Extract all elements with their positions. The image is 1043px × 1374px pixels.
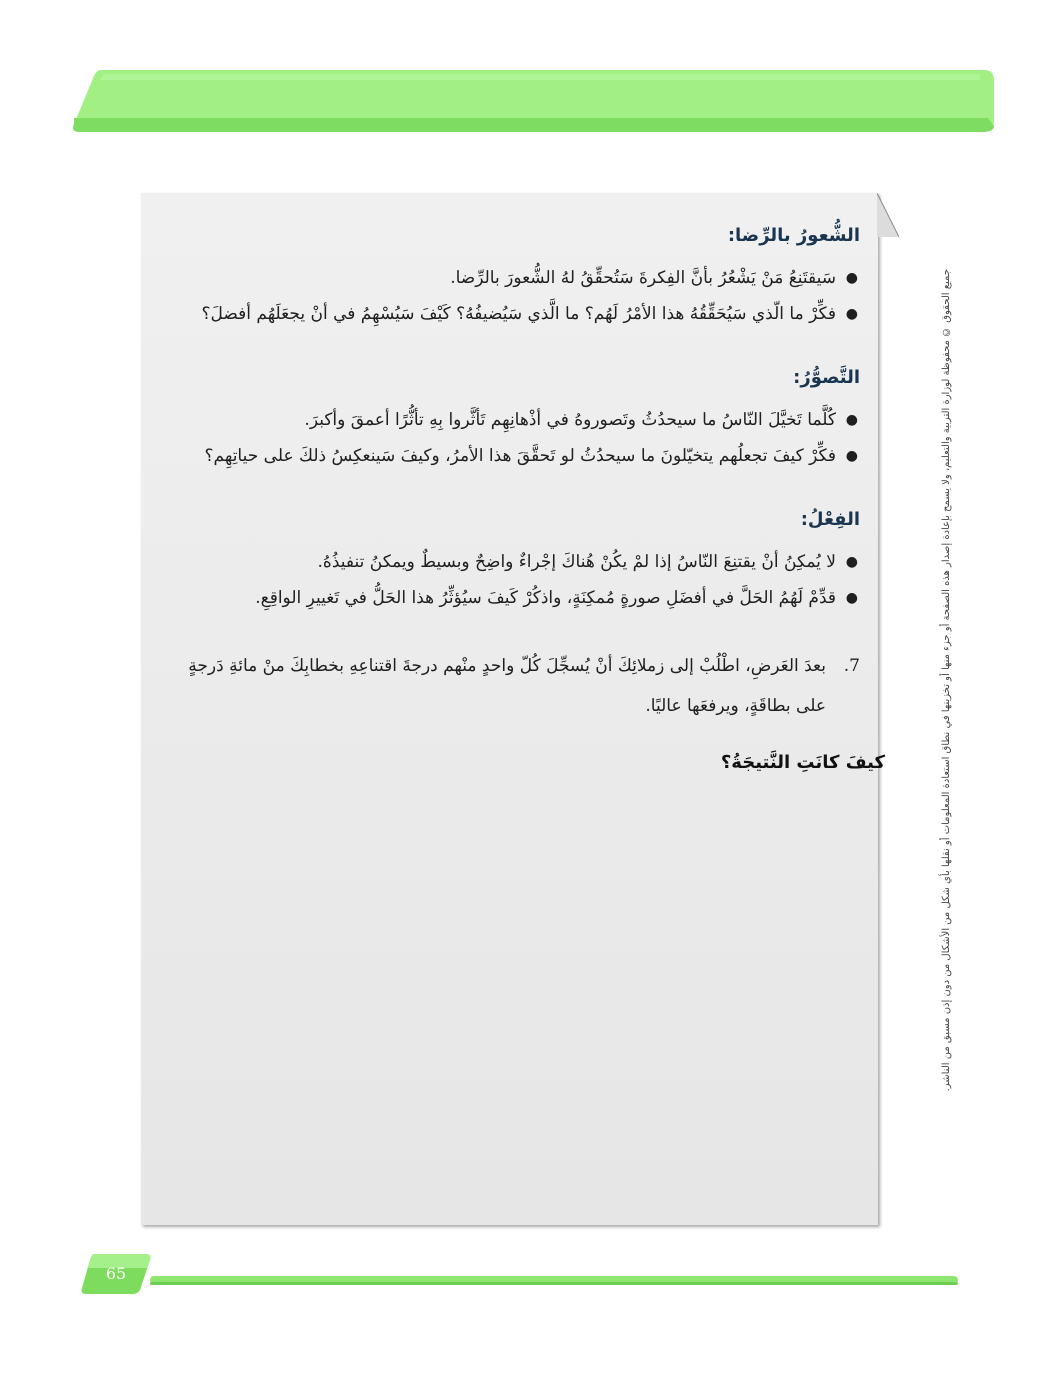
bullet-list bbox=[160, 260, 860, 332]
main-content bbox=[160, 220, 885, 773]
list-item bbox=[160, 438, 860, 474]
list-item-text: فكِّرْ ما الّذي سَيُحَقِّقُهُ هذا الأمْرُ لَهُم؟ ما الَّذي سَيُضيفُهُ؟ كَيْفَ سَيُسْهِمُ في أنْ يجعَلَهُم أفضلَ؟ bbox=[201, 304, 836, 324]
list-item-text: سَيقتَنِعُ مَنْ يَشْعُرُ بأنَّ الفِكرةَ سَتُحقِّقُ لهُ الشُّعورَ بالرِّضا. bbox=[450, 268, 836, 288]
bullet-list bbox=[160, 402, 860, 474]
result-question: كيفَ كانَتِ النَّتيجَةُ؟ bbox=[720, 752, 885, 773]
section-action bbox=[160, 504, 860, 616]
section-title: التَّصوُّرُ: bbox=[793, 367, 860, 388]
section-title: الشُّعورُ بالرِّضا: bbox=[727, 225, 860, 246]
bullet-icon: ● bbox=[845, 554, 858, 570]
section-satisfaction bbox=[160, 220, 860, 332]
list-item bbox=[160, 402, 860, 438]
item-number: 7. bbox=[843, 656, 860, 676]
bullet-list bbox=[160, 544, 860, 616]
top-banner bbox=[70, 70, 994, 132]
copyright-text: جميع الحقوق © محفوظة لوزارة التربية والتعليم، ولا يسمح بإعادة إصدار هذه الصفحة أو جزء منها أو تخزينها في نطاق استعادة المعلومات أو نقلها بأي شكل من الأشكال من دون إذن مسبق من الناشر. bbox=[940, 268, 952, 1092]
page-fold-corner bbox=[877, 193, 899, 239]
footer-bar bbox=[70, 1250, 970, 1300]
bullet-icon: ● bbox=[845, 306, 858, 322]
copyright-note bbox=[928, 268, 964, 1092]
bullet-icon: ● bbox=[845, 412, 858, 428]
numbered-item bbox=[160, 646, 860, 726]
list-item bbox=[160, 296, 860, 332]
numbered-item-text: بعدَ العَرضِ، اطْلُبْ إلى زملائِكَ أنْ يُسجِّلَ كُلّ واحدٍ منْهم درجةَ اقتناعِهِ بخطابِكَ منْ مائةِ دَرجةٍ على بطاقَةٍ، ويرفعَها عاليًا. bbox=[188, 656, 826, 716]
page-number: 65 bbox=[105, 1263, 127, 1283]
list-item bbox=[160, 260, 860, 296]
section-visualization bbox=[160, 362, 860, 474]
section-title: الفِعْلُ: bbox=[800, 509, 860, 530]
list-item-text: فكِّرْ كيفَ تجعلُهم يتخيّلونَ ما سيحدُثُ لو تَحقَّقَ هذا الأمرُ، وكيفَ سَينعكِسُ ذلكَ على حياتِهِم؟ bbox=[204, 446, 836, 466]
list-item-text: كُلَّما تَخيَّلَ النّاسُ ما سيحدُثُ وتَصوروهُ في أذْهانِهِم تَأثَّروا بِهِ تأثُّرًا أعمقَ وأكبرَ. bbox=[304, 410, 836, 430]
list-item-text: قدِّمْ لَهُمُ الحَلَّ في أفضَلِ صورةٍ مُمكِنَةٍ، واذكُرْ كَيفَ سيُؤثِّرُ هذا الحَلُّ في تَغييرِ الواقِعِ. bbox=[255, 588, 836, 608]
list-item bbox=[160, 580, 860, 616]
bullet-icon: ● bbox=[845, 448, 858, 464]
list-item-text: لا يُمكِنُ أنْ يقتنِعَ النّاسُ إذا لمْ يكُنْ هُناكَ إجْراءٌ واضِحٌ وبسيطٌ ويمكنُ تنفيذُهُ. bbox=[317, 552, 836, 572]
bullet-icon: ● bbox=[845, 270, 858, 286]
list-item bbox=[160, 544, 860, 580]
bullet-icon: ● bbox=[845, 590, 858, 606]
